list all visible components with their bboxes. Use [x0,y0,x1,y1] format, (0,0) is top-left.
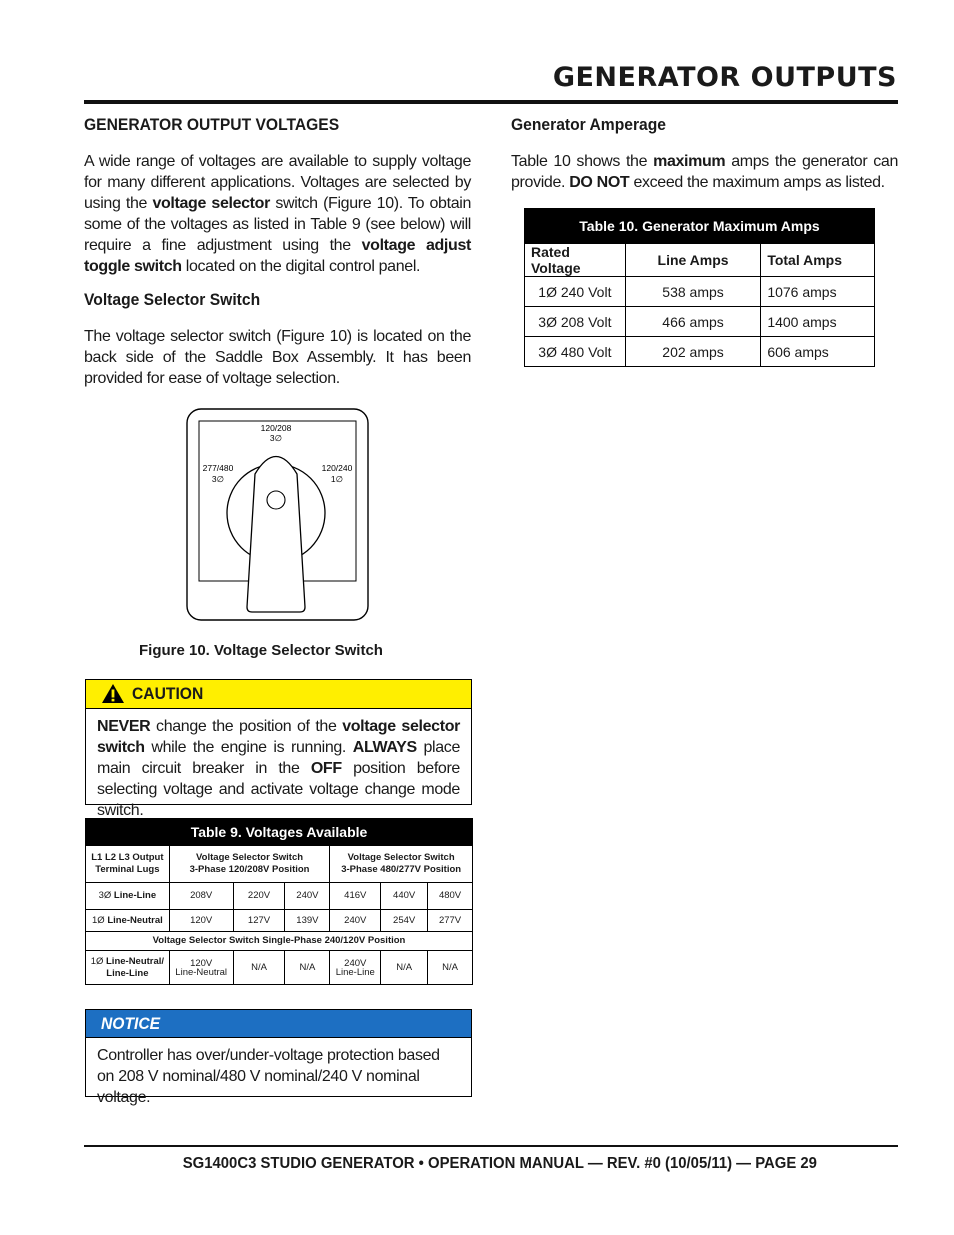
table-10-caption: Table 10. Generator Maximum Amps [525,209,875,244]
section-title-output-voltages: GENERATOR OUTPUT VOLTAGES [84,115,340,134]
header-rule [84,100,898,104]
page-footer: SG1400C3 STUDIO GENERATOR • OPERATION MANUAL — REV. #0 (10/05/11) — PAGE 29 [182,1155,817,1172]
caution-bold-off: OFF [310,760,342,777]
table-cell: 416V [330,883,381,910]
table-cell: 1076 amps [761,277,875,307]
table-10-generator-max-amps [524,208,875,367]
table-row [86,846,473,883]
switch-handle [247,457,305,613]
amperage-bold-maximum: maximum [653,153,726,170]
label-left-2: 3∅ [211,474,225,484]
caution-bold-switch: voltage selector switch [97,718,460,756]
table-cell: 3Ø 208 Volt [525,307,626,337]
caution-text [97,716,460,821]
table-cell: 240V [285,883,330,910]
table-row [525,337,875,367]
table-9-row-label: 1Ø Line-Neutral [86,910,170,932]
table-row [525,307,875,337]
amperage-bold-do-not: DO NOT [569,174,630,191]
warning-triangle-icon [101,683,125,704]
notice-text: Controller has over/under-voltage protection based on 208 V nominal/480 V nominal/240 V nominal voltage. [97,1047,440,1106]
label-left-1: 277/480 [202,463,234,473]
table-cell: 606 amps [761,337,875,367]
intro-text-3: located on the digital control panel. [181,258,421,275]
table-9-row-label: 1Ø Line-Neutral/ Line-Line [86,951,170,985]
table-cell: 202 amps [625,337,761,367]
table-9-header-lugs: L1 L2 L3 Output Terminal Lugs [86,846,170,883]
caution-bold-never: NEVER [97,718,151,735]
table-row [86,883,473,910]
table-cell: 208V [169,883,233,910]
table-cell: 440V [381,883,428,910]
table-9-caption: Table 9. Voltages Available [86,819,473,846]
table-cell: N/A [233,951,285,985]
table-cell: N/A [381,951,428,985]
amperage-paragraph [511,151,898,193]
table-cell: 538 amps [625,277,761,307]
notice-header [86,1010,471,1038]
table-cell: 480V [428,883,473,910]
table-row [525,277,875,307]
table-cell: 466 amps [625,307,761,337]
subsection-title-voltage-selector: Voltage Selector Switch [84,290,261,309]
table-9-header-120-208: Voltage Selector Switch 3-Phase 120/208V Position [169,846,330,883]
voltage-selector-switch-figure [180,404,376,626]
table-9-single-phase-row: Voltage Selector Switch Single-Phase 240/120V Position [86,932,473,951]
figure-caption: Figure 10. Voltage Selector Switch [139,642,383,659]
intro-bold-2: voltage adjust toggle switch [84,237,471,275]
table-cell: 120V [169,910,233,932]
caution-text-1: change the position of the [150,718,343,735]
table-10-header-line-amps: Line Amps [625,244,761,277]
table-cell: 1Ø 240 Volt [525,277,626,307]
table-cell: 1400 amps [761,307,875,337]
caution-text-2: while the engine is running. [144,739,353,756]
table-cell: N/A [428,951,473,985]
table-cell: 240V [330,910,381,932]
caution-bold-always: ALWAYS [352,739,417,756]
amperage-text-3: exceed the maximum amps as listed. [629,174,885,191]
footer-rule [84,1145,898,1147]
label-top-2: 3∅ [269,433,283,443]
label-right-2: 1∅ [330,474,344,484]
table-row [86,951,473,985]
table-row [525,244,875,277]
table-cell: 120V Line-Neutral [169,951,233,985]
amperage-text-2: amps the generator can provide. [511,153,898,191]
table-cell: N/A [285,951,330,985]
caution-text-3: place main circuit breaker in the [97,739,460,777]
intro-text-2: switch (Figure 10). To obtain some of the voltages as listed in Table 9 (see below) will require a fine adjustment using the [84,195,471,254]
caution-title: CAUTION [132,684,204,703]
notice-title: NOTICE [101,1014,161,1033]
table-9-header-480-277: Voltage Selector Switch 3-Phase 480/277V Position [330,846,473,883]
table-9-row-label: 3Ø Line-Line [86,883,170,910]
switch-pivot [267,491,285,509]
table-10-header-rated-voltage: Rated Voltage [525,244,626,277]
intro-paragraph [84,151,471,277]
caution-box [85,679,472,819]
intro-bold-1: voltage selector [152,195,270,212]
table-row [86,910,473,932]
caution-header [86,680,471,709]
selector-paragraph: The voltage selector switch (Figure 10) is located on the back side of the Saddle Box Assembly. It has been provided for ease of voltage selection. [84,328,471,387]
table-10-header-total-amps: Total Amps [761,244,875,277]
page-title: GENERATOR OUTPUTS [552,62,897,93]
amperage-text-1: Table 10 shows the [511,153,654,170]
table-cell: 277V [428,910,473,932]
label-top-1: 120/208 [260,423,292,433]
section-title-amperage: Generator Amperage [511,115,667,134]
intro-text-1: A wide range of voltages are available to supply voltage for many different applications. Voltages are selected by using the [84,153,471,212]
table-cell: 3Ø 480 Volt [525,337,626,367]
table-cell: 240V Line-Line [330,951,381,985]
table-cell: 127V [233,910,285,932]
label-right-1: 120/240 [321,463,353,473]
caution-text-4: position before selecting voltage and activate voltage change mode switch. [97,760,460,819]
table-9-voltages-available [85,818,473,985]
table-cell: 254V [381,910,428,932]
notice-box [85,1009,472,1106]
table-cell: 220V [233,883,285,910]
table-cell: 139V [285,910,330,932]
table-row [86,932,473,951]
